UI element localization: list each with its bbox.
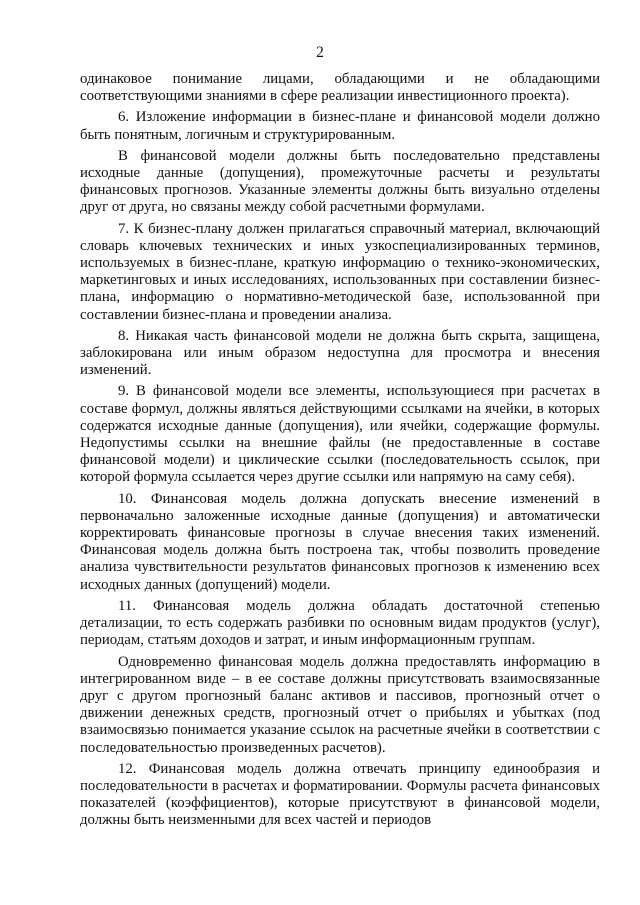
paragraph-item-10: 10. Финансовая модель должна допускать внесение изменений в первоначально заложенные исходные данные (допущения) и автоматически корректировать финансовые прогнозы в случае внесения таких изменений. Финансовая модель должна быть построена так, чтобы позволить проведение анализа чувствительности результатов финансовых прогнозов к изменению всех исходных данных (допущений) модели. [80, 490, 600, 593]
paragraph-item-11-detail: Одновременно финансовая модель должна предоставлять информацию в интегрированном виде – в ее составе должны присутствовать взаимосвязанные друг с другом прогнозный баланс активов и пассивов, прогнозный отчет о движении денежных средств, прогнозный отчет о прибылях и убытках (под взаимосвязью понимается указание ссылок на расчетные ячейки в соответствии с последовательностью произведенных расчетов). [80, 653, 600, 756]
page-number: 2 [316, 44, 324, 61]
paragraph-item-9: 9. В финансовой модели все элементы, использующиеся при расчетах в составе формул, должны являться действующими ссылками на ячейки, в которых содержатся исходные данные (допущения), или ячейки, содержащие формулы. Недопустимы ссылки на внешние файлы (не предоставленные в составе финансовой модели) и циклические ссылки (последовательность ссылок, при которой формула ссылается через другие ссылки или напрямую на саму себя). [80, 383, 600, 486]
paragraph-continuation: одинаковое понимание лицами, обладающими и не обладающими соответствующими знаниями в сфере реализации инвестиционного проекта). [80, 71, 600, 105]
paragraph-item-11: 11. Финансовая модель должна обладать достаточной степенью детализации, то есть содержать разбивки по основным видам продуктов (услуг), периодам, статьям доходов и затрат, и иным информационным группам. [80, 597, 600, 649]
paragraph-item-12: 12. Финансовая модель должна отвечать принципу единообразия и последовательности в расчетах и форматировании. Формулы расчета финансовых показателей (коэффициентов), которые присутствуют в финансовой модели, должны быть неизменными для всех частей и периодов [80, 760, 600, 829]
paragraph-item-6-detail: В финансовой модели должны быть последовательно представлены исходные данные (допущения), промежуточные расчеты и результаты финансовых прогнозов. Указанные элементы должны быть визуально отделены друг от друга, но связаны между собой расчетными формулами. [80, 147, 600, 216]
paragraph-item-7: 7. К бизнес-плану должен прилагаться справочный материал, включающий словарь ключевых технических и иных узкоспециализированных терминов, используемых в бизнес-плане, краткую информацию о технико-экономических, маркетинговых и иных исследованиях, использованных при составлении бизнес-плана, информацию о нормативно-методической базе, использованной при составлении бизнес-плана и проведении анализа. [80, 220, 600, 323]
paragraph-item-6: 6. Изложение информации в бизнес-плане и финансовой модели должно быть понятным, логичным и структурированным. [80, 109, 600, 143]
document-body [80, 71, 600, 834]
paragraph-item-8: 8. Никакая часть финансовой модели не должна быть скрыта, защищена, заблокирована или иным образом недоступна для просмотра и внесения изменений. [80, 327, 600, 379]
